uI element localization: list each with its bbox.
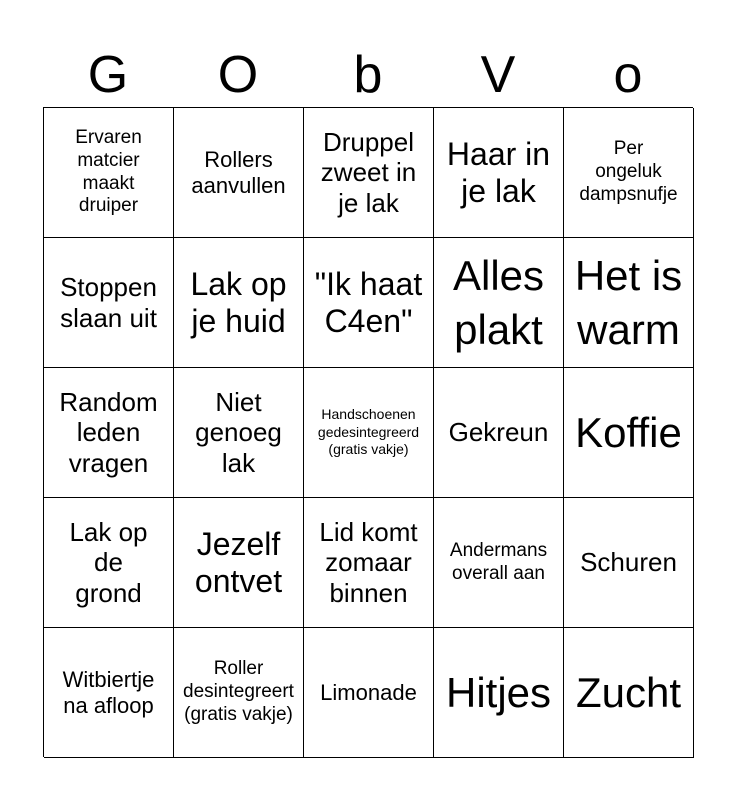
bingo-cell-r3c5[interactable]: [564, 368, 694, 498]
cell-label: Rollers aanvullen: [191, 146, 286, 198]
bingo-cell-r3c4[interactable]: [434, 368, 564, 498]
header-letter-1: G: [87, 46, 129, 104]
bingo-cell-r5c1[interactable]: [44, 628, 174, 758]
bingo-cell-r5c2[interactable]: [174, 628, 304, 758]
bingo-cell-r4c3[interactable]: [304, 498, 434, 628]
cell-label: Hitjes: [445, 668, 552, 716]
bingo-cell-r5c4[interactable]: [434, 628, 564, 758]
cell-label: Per ongeluk dampsnufje: [579, 138, 678, 205]
bingo-cell-r5c5[interactable]: [564, 628, 694, 758]
cell-label: Ervaren matcier maakt druiper: [75, 126, 142, 217]
cell-label: Het is warm: [574, 251, 683, 353]
bingo-cell-r2c3[interactable]: [304, 238, 434, 368]
cell-label: Haar in je lak: [446, 136, 551, 209]
cell-label: Roller desintegreert (gratis vakje): [183, 658, 294, 725]
bingo-cell-r2c2[interactable]: [174, 238, 304, 368]
cell-label: Handschoenen gedesintegreerd (gratis vakje): [317, 406, 420, 458]
bingo-cell-r4c5[interactable]: [564, 498, 694, 628]
cell-label: Stoppen slaan uit: [60, 272, 157, 333]
bingo-cell-r1c4[interactable]: [434, 108, 564, 238]
bingo-cell-r3c1[interactable]: [44, 368, 174, 498]
cell-label: Jezelf ontvet: [194, 526, 283, 599]
bingo-cell-r1c5[interactable]: [564, 108, 694, 238]
bingo-cell-r4c1[interactable]: [44, 498, 174, 628]
cell-label: Zucht: [575, 668, 682, 716]
cell-label: Limonade: [320, 679, 417, 705]
bingo-cell-r4c2[interactable]: [174, 498, 304, 628]
bingo-cell-r4c4[interactable]: [434, 498, 564, 628]
bingo-header: [43, 42, 693, 108]
bingo-cell-r5c3[interactable]: [304, 628, 434, 758]
bingo-cell-r3c2[interactable]: [174, 368, 304, 498]
bingo-cell-r2c5[interactable]: [564, 238, 694, 368]
cell-label: Koffie: [575, 408, 682, 456]
cell-label: Druppel zweet in je lak: [320, 126, 417, 218]
cell-label: Gekreun: [448, 417, 549, 448]
cell-label: Andermans overall aan: [449, 539, 548, 584]
cell-label: Witbiertje na afloop: [62, 666, 155, 718]
bingo-cell-r1c3[interactable]: [304, 108, 434, 238]
bingo-cell-r1c2[interactable]: [174, 108, 304, 238]
cell-label: Schuren: [580, 547, 677, 578]
cell-label: Lak op de grond: [69, 516, 148, 608]
header-letter-2: O: [217, 46, 259, 104]
header-letter-5: o: [613, 46, 643, 104]
bingo-cell-r3c3[interactable]: [304, 368, 434, 498]
bingo-board: [43, 107, 693, 757]
cell-label: "Ik haat C4en": [314, 266, 423, 339]
cell-label: Random leden vragen: [59, 386, 158, 478]
bingo-cell-r2c1[interactable]: [44, 238, 174, 368]
cell-label: Niet genoeg lak: [195, 386, 282, 478]
bingo-cell-r2c4[interactable]: [434, 238, 564, 368]
cell-label: Lak op je huid: [190, 266, 287, 339]
bingo-cell-r1c1[interactable]: [44, 108, 174, 238]
header-letter-3: b: [353, 46, 383, 104]
cell-label: Alles plakt: [452, 251, 545, 353]
cell-label: Lid komt zomaar binnen: [319, 516, 418, 608]
header-letter-4: V: [480, 46, 516, 104]
